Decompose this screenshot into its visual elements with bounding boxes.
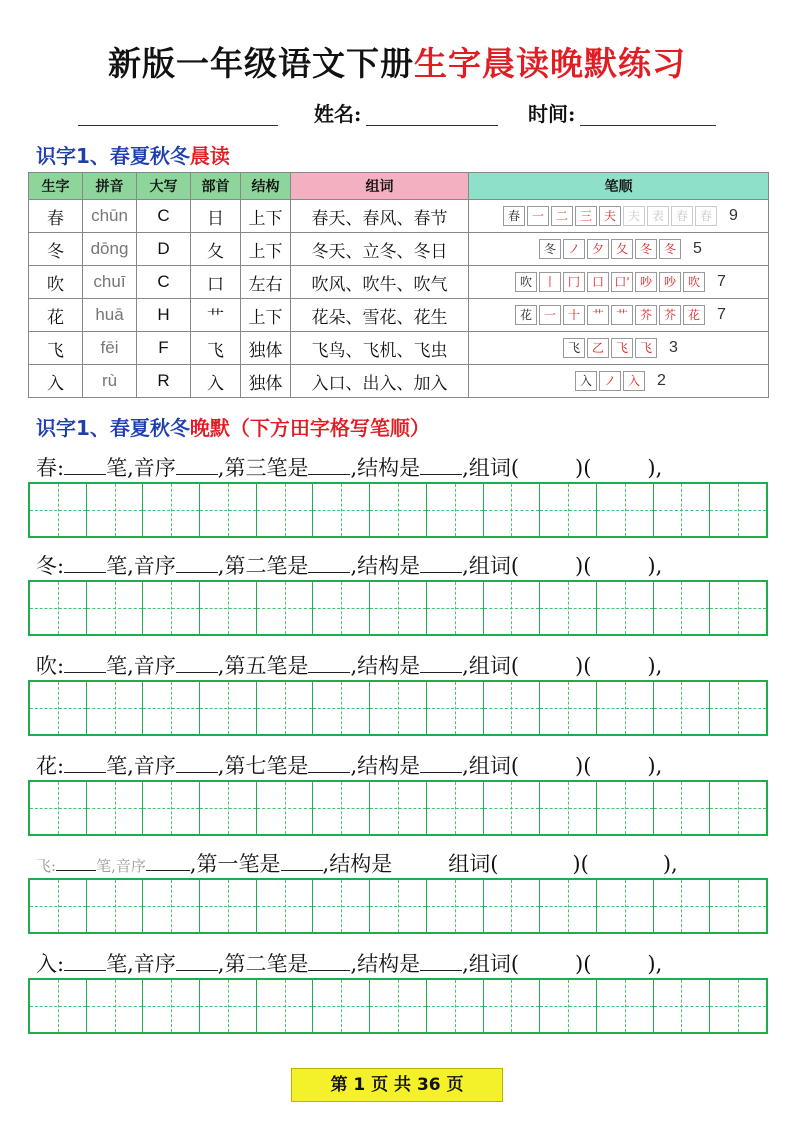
stroke-box: ノ xyxy=(563,239,585,259)
stroke-box: 冬 xyxy=(635,239,657,259)
grid-cell-blank[interactable] xyxy=(87,682,144,734)
stroke-box: 吵 xyxy=(659,272,681,292)
grid-cell-blank[interactable] xyxy=(87,484,144,536)
tianzige-grid xyxy=(28,580,768,636)
answer-blank[interactable] xyxy=(392,849,448,871)
question-text: ,组词( xyxy=(462,654,520,678)
answer-blank[interactable] xyxy=(519,751,575,773)
question-line xyxy=(36,650,776,680)
stroke-box: 夫 xyxy=(623,206,645,226)
answer-blank[interactable] xyxy=(176,551,218,573)
time-label: 时间: xyxy=(528,102,576,126)
answer-blank[interactable] xyxy=(64,949,106,971)
name-blank[interactable] xyxy=(366,125,498,126)
grid-cell-blank[interactable] xyxy=(710,484,766,536)
grid-cell-blank[interactable] xyxy=(710,682,766,734)
grid-cell-blank[interactable] xyxy=(200,682,257,734)
grid-cell-blank[interactable] xyxy=(30,484,87,536)
answer-blank[interactable] xyxy=(589,849,663,871)
answer-blank[interactable] xyxy=(56,849,96,871)
grid-cell-blank[interactable] xyxy=(370,782,427,834)
stroke-box: 二 xyxy=(551,206,573,226)
question-text: ), xyxy=(662,852,678,876)
answer-blank[interactable] xyxy=(308,551,350,573)
char-cell: 花 xyxy=(29,299,83,332)
stroke-box: 一 xyxy=(539,305,561,325)
grid-cell-blank[interactable] xyxy=(143,682,200,734)
stroke-count: 3 xyxy=(669,339,678,357)
stroke-box: 冬 xyxy=(659,239,681,259)
char-cell: 吹 xyxy=(29,266,83,299)
answer-blank[interactable] xyxy=(308,453,350,475)
answer-blank[interactable] xyxy=(308,651,350,673)
info-bar xyxy=(0,98,794,132)
grid-cell-blank[interactable] xyxy=(143,484,200,536)
question-text: ), xyxy=(647,654,663,678)
question-text: 笔,音序 xyxy=(106,554,176,578)
words-cell: 吹风、吹牛、吹气 xyxy=(291,266,469,299)
stroke-box: 春 xyxy=(695,206,717,226)
question-char: 春 xyxy=(36,456,57,480)
structure-cell: 上下 xyxy=(241,299,291,332)
grid-cell-blank[interactable] xyxy=(540,782,597,834)
stroke-box: 艹 xyxy=(611,305,633,325)
grid-cell-blank[interactable] xyxy=(597,682,654,734)
question-text: 笔,音序 xyxy=(106,952,176,976)
grid-cell-blank[interactable] xyxy=(484,980,541,1032)
grid-cell-blank[interactable] xyxy=(597,782,654,834)
question-text: ,组词( xyxy=(462,554,520,578)
stroke-box: 十 xyxy=(563,305,585,325)
grid-cell-blank[interactable] xyxy=(427,880,484,932)
question-text: ), xyxy=(647,952,663,976)
section2-red: 晚默（下方田字格写笔顺） xyxy=(189,416,430,440)
header-pinyin: 拼音 xyxy=(83,173,137,200)
answer-blank[interactable] xyxy=(176,751,218,773)
stroke-box: 吹 xyxy=(683,272,705,292)
structure-cell: 上下 xyxy=(241,200,291,233)
upper-cell: F xyxy=(137,332,191,365)
question-text: ,结构是 xyxy=(350,952,421,976)
question-char: 入 xyxy=(36,952,57,976)
answer-blank[interactable] xyxy=(591,651,647,673)
question-text: 笔,音序 xyxy=(106,456,176,480)
grid-cell-blank[interactable] xyxy=(257,682,314,734)
stroke-box: 夕 xyxy=(587,239,609,259)
tianzige-grid xyxy=(28,680,768,736)
grid-cell-blank[interactable] xyxy=(427,782,484,834)
answer-blank[interactable] xyxy=(420,453,462,475)
grid-cell-blank[interactable] xyxy=(313,582,370,634)
grid-cell-blank[interactable] xyxy=(427,582,484,634)
radical-cell: 口 xyxy=(191,266,241,299)
answer-blank[interactable] xyxy=(281,849,323,871)
grid-cell-blank[interactable] xyxy=(540,980,597,1032)
pinyin-cell: chūn xyxy=(83,200,137,233)
stroke-order-cell xyxy=(469,200,769,233)
grid-cell-blank[interactable] xyxy=(257,980,314,1032)
question-text: ,第一笔是 xyxy=(189,852,281,876)
section-morning-reading xyxy=(36,140,230,169)
question-text: ,组词( xyxy=(462,456,520,480)
header-upper: 大写 xyxy=(137,173,191,200)
title-red: 生字晨读晚默练习 xyxy=(414,44,686,83)
question-text: 笔,音序 xyxy=(106,654,176,678)
question-char: 冬 xyxy=(36,554,57,578)
grid-cell-blank[interactable] xyxy=(87,782,144,834)
table-row xyxy=(29,233,769,266)
question-line xyxy=(36,452,776,482)
grid-cell-blank[interactable] xyxy=(313,980,370,1032)
answer-blank[interactable] xyxy=(420,949,462,971)
radical-cell: 日 xyxy=(191,200,241,233)
question-text: ,第二笔是 xyxy=(217,554,309,578)
question-char: 吹 xyxy=(36,654,57,678)
upper-cell: R xyxy=(137,365,191,398)
question-text: ), xyxy=(647,456,663,480)
stroke-box: 冂 xyxy=(563,272,585,292)
structure-cell: 上下 xyxy=(241,233,291,266)
question-text: )( xyxy=(575,754,592,778)
answer-blank[interactable] xyxy=(420,551,462,573)
grid-cell-blank[interactable] xyxy=(30,782,87,834)
grid-cell-blank[interactable] xyxy=(30,682,87,734)
character-table xyxy=(28,172,769,398)
grid-cell-blank[interactable] xyxy=(597,980,654,1032)
stroke-count: 9 xyxy=(729,207,738,225)
stroke-count: 2 xyxy=(657,372,666,390)
grid-cell-blank[interactable] xyxy=(427,682,484,734)
stroke-box: 三 xyxy=(575,206,597,226)
table-row xyxy=(29,365,769,398)
stroke-count: 7 xyxy=(717,273,726,291)
answer-blank[interactable] xyxy=(308,949,350,971)
stroke-box: 入 xyxy=(623,371,645,391)
header-words: 组词 xyxy=(291,173,469,200)
grid-cell-blank[interactable] xyxy=(30,880,87,932)
grid-cell-blank[interactable] xyxy=(257,484,314,536)
pinyin-cell: chuī xyxy=(83,266,137,299)
question-text: ,结构是 xyxy=(350,554,421,578)
table-row xyxy=(29,266,769,299)
stroke-order-cell xyxy=(469,266,769,299)
grid-cell-blank[interactable] xyxy=(597,582,654,634)
upper-cell: D xyxy=(137,233,191,266)
answer-blank[interactable] xyxy=(176,651,218,673)
stroke-box: 春 xyxy=(503,206,525,226)
stroke-box: 丨 xyxy=(539,272,561,292)
grid-cell-blank[interactable] xyxy=(484,582,541,634)
grid-cell-blank[interactable] xyxy=(313,880,370,932)
grid-cell-blank[interactable] xyxy=(540,484,597,536)
stroke-count: 5 xyxy=(693,240,702,258)
question-text: ,组词( xyxy=(462,952,520,976)
grid-cell-blank[interactable] xyxy=(654,582,711,634)
grid-cell-blank[interactable] xyxy=(370,484,427,536)
section-evening-dictation xyxy=(36,412,430,441)
words-cell: 春天、春风、春节 xyxy=(291,200,469,233)
section1-black: 识字1、春夏秋冬 xyxy=(36,144,190,168)
stroke-box: 芥 xyxy=(659,305,681,325)
grid-cell-blank[interactable] xyxy=(540,582,597,634)
question-text: 组词( xyxy=(448,852,499,876)
question-text: : xyxy=(57,952,65,976)
grid-cell-blank[interactable] xyxy=(427,980,484,1032)
grid-cell-blank[interactable] xyxy=(654,980,711,1032)
question-text: : xyxy=(57,754,65,778)
answer-blank[interactable] xyxy=(519,949,575,971)
grid-cell-blank[interactable] xyxy=(654,782,711,834)
grid-cell-blank[interactable] xyxy=(710,980,766,1032)
question-text: ,第二笔是 xyxy=(217,952,309,976)
table-row xyxy=(29,200,769,233)
grid-cell-blank[interactable] xyxy=(313,782,370,834)
question-text: ,结构是 xyxy=(350,456,421,480)
question-text: ,组词( xyxy=(462,754,520,778)
structure-cell: 独体 xyxy=(241,332,291,365)
grid-cell-blank[interactable] xyxy=(654,880,711,932)
time-blank[interactable] xyxy=(580,125,716,126)
answer-blank[interactable] xyxy=(64,651,106,673)
answer-blank[interactable] xyxy=(420,751,462,773)
question-line xyxy=(36,750,776,780)
grid-cell-blank[interactable] xyxy=(87,880,144,932)
grid-cell-blank[interactable] xyxy=(200,880,257,932)
stroke-box: 飞 xyxy=(611,338,633,358)
question-text: 笔,音序 xyxy=(106,754,176,778)
grid-cell-blank[interactable] xyxy=(427,484,484,536)
grid-cell-blank[interactable] xyxy=(200,980,257,1032)
words-cell: 冬天、立冬、冬日 xyxy=(291,233,469,266)
tianzige-grid xyxy=(28,482,768,538)
grid-cell-blank[interactable] xyxy=(87,980,144,1032)
grid-cell-blank[interactable] xyxy=(143,582,200,634)
answer-blank[interactable] xyxy=(519,453,575,475)
answer-blank[interactable] xyxy=(591,453,647,475)
grid-cell-blank[interactable] xyxy=(87,582,144,634)
stroke-order-cell xyxy=(469,299,769,332)
pinyin-cell: rù xyxy=(83,365,137,398)
stroke-box: 口 xyxy=(587,272,609,292)
grid-cell-blank[interactable] xyxy=(257,782,314,834)
table-row xyxy=(29,299,769,332)
question-text: )( xyxy=(575,554,592,578)
char-cell: 春 xyxy=(29,200,83,233)
page-title xyxy=(0,38,794,85)
grid-cell-blank[interactable] xyxy=(200,782,257,834)
stroke-count: 7 xyxy=(717,306,726,324)
stroke-box: 吵 xyxy=(635,272,657,292)
pinyin-cell: dōng xyxy=(83,233,137,266)
grid-cell-blank[interactable] xyxy=(710,880,766,932)
stroke-box: 入 xyxy=(575,371,597,391)
grid-cell-blank[interactable] xyxy=(370,980,427,1032)
answer-blank[interactable] xyxy=(146,849,190,871)
stroke-order-cell xyxy=(469,332,769,365)
question-text: )( xyxy=(575,456,592,480)
grid-cell-blank[interactable] xyxy=(654,484,711,536)
grid-cell-blank[interactable] xyxy=(540,682,597,734)
radical-cell: 入 xyxy=(191,365,241,398)
stroke-box: 一 xyxy=(527,206,549,226)
char-cell: 飞 xyxy=(29,332,83,365)
grid-cell-blank[interactable] xyxy=(484,484,541,536)
title-black: 新版一年级语文下册 xyxy=(108,44,414,83)
grid-cell-blank[interactable] xyxy=(370,582,427,634)
grid-cell-blank[interactable] xyxy=(370,682,427,734)
question-text: )( xyxy=(575,654,592,678)
grid-cell-blank[interactable] xyxy=(257,880,314,932)
structure-cell: 独体 xyxy=(241,365,291,398)
answer-blank[interactable] xyxy=(176,949,218,971)
answer-blank[interactable] xyxy=(308,751,350,773)
grid-cell-blank[interactable] xyxy=(484,782,541,834)
stroke-box: 表 xyxy=(647,206,669,226)
stroke-box: 艹 xyxy=(587,305,609,325)
stroke-box: 飞 xyxy=(635,338,657,358)
stroke-box: 花 xyxy=(515,305,537,325)
stroke-box: 吹 xyxy=(515,272,537,292)
radical-cell: 艹 xyxy=(191,299,241,332)
grid-cell-blank[interactable] xyxy=(313,682,370,734)
grid-cell-blank[interactable] xyxy=(257,582,314,634)
grid-cell-blank[interactable] xyxy=(540,880,597,932)
name-label: 姓名: xyxy=(314,102,362,126)
question-text: ), xyxy=(647,554,663,578)
grid-cell-blank[interactable] xyxy=(710,582,766,634)
question-text: : xyxy=(57,456,65,480)
upper-cell: H xyxy=(137,299,191,332)
question-text: )( xyxy=(575,952,592,976)
question-line xyxy=(36,550,776,580)
question-char: 飞: xyxy=(36,857,57,875)
answer-blank[interactable] xyxy=(591,751,647,773)
question-text: ,结构是 xyxy=(350,754,421,778)
question-text: ,第七笔是 xyxy=(217,754,309,778)
stroke-box: 乙 xyxy=(587,338,609,358)
question-text: ,第三笔是 xyxy=(217,456,309,480)
header-radical: 部首 xyxy=(191,173,241,200)
answer-blank[interactable] xyxy=(64,453,106,475)
answer-blank[interactable] xyxy=(519,551,575,573)
tianzige-grid xyxy=(28,878,768,934)
stroke-box: 口' xyxy=(611,272,633,292)
table-header-row xyxy=(29,173,769,200)
words-cell: 入口、出入、加入 xyxy=(291,365,469,398)
section2-black: 识字1、春夏秋冬 xyxy=(36,416,190,440)
stroke-box: ノ xyxy=(599,371,621,391)
question-text: ,结构是 xyxy=(350,654,421,678)
stroke-box: 夫 xyxy=(599,206,621,226)
char-cell: 入 xyxy=(29,365,83,398)
question-text: ,第五笔是 xyxy=(217,654,309,678)
header-structure: 结构 xyxy=(241,173,291,200)
question-text: : xyxy=(57,554,65,578)
tianzige-grid xyxy=(28,978,768,1034)
answer-blank[interactable] xyxy=(176,453,218,475)
page-footer: 第 1 页 共 36 页 xyxy=(291,1068,503,1102)
question-text: ,结构是 xyxy=(322,852,393,876)
grid-cell-blank[interactable] xyxy=(313,484,370,536)
question-char: 花 xyxy=(36,754,57,778)
stroke-box: 夂 xyxy=(611,239,633,259)
class-blank[interactable] xyxy=(78,125,278,126)
grid-cell-blank[interactable] xyxy=(597,880,654,932)
pinyin-cell: huā xyxy=(83,299,137,332)
stroke-order-cell xyxy=(469,365,769,398)
radical-cell: 飞 xyxy=(191,332,241,365)
tianzige-grid xyxy=(28,780,768,836)
structure-cell: 左右 xyxy=(241,266,291,299)
header-strokes: 笔顺 xyxy=(469,173,769,200)
grid-cell-blank[interactable] xyxy=(200,484,257,536)
question-text: ), xyxy=(647,754,663,778)
grid-cell-blank[interactable] xyxy=(484,682,541,734)
question-text: )( xyxy=(572,852,589,876)
question-text: : xyxy=(57,654,65,678)
answer-blank[interactable] xyxy=(498,849,572,871)
answer-blank[interactable] xyxy=(591,949,647,971)
grid-cell-blank[interactable] xyxy=(143,880,200,932)
pinyin-cell: fēi xyxy=(83,332,137,365)
stroke-box: 飞 xyxy=(563,338,585,358)
section1-red: 晨读 xyxy=(189,144,230,168)
answer-blank[interactable] xyxy=(519,651,575,673)
upper-cell: C xyxy=(137,200,191,233)
table-row xyxy=(29,332,769,365)
answer-blank[interactable] xyxy=(591,551,647,573)
grid-cell-blank[interactable] xyxy=(30,980,87,1032)
grid-cell-blank[interactable] xyxy=(30,582,87,634)
grid-cell-blank[interactable] xyxy=(370,880,427,932)
words-cell: 花朵、雪花、花生 xyxy=(291,299,469,332)
stroke-box: 花 xyxy=(683,305,705,325)
grid-cell-blank[interactable] xyxy=(597,484,654,536)
words-cell: 飞鸟、飞机、飞虫 xyxy=(291,332,469,365)
radical-cell: 夂 xyxy=(191,233,241,266)
grid-cell-blank[interactable] xyxy=(710,782,766,834)
grid-cell-blank[interactable] xyxy=(484,880,541,932)
grid-cell-blank[interactable] xyxy=(654,682,711,734)
question-line xyxy=(36,948,776,978)
question-text: 笔,音序 xyxy=(96,857,146,875)
stroke-box: 芥 xyxy=(635,305,657,325)
grid-cell-blank[interactable] xyxy=(143,980,200,1032)
stroke-box: 冬 xyxy=(539,239,561,259)
answer-blank[interactable] xyxy=(64,751,106,773)
question-line xyxy=(36,848,776,878)
char-cell: 冬 xyxy=(29,233,83,266)
stroke-order-cell xyxy=(469,233,769,266)
upper-cell: C xyxy=(137,266,191,299)
answer-blank[interactable] xyxy=(64,551,106,573)
stroke-box: 春 xyxy=(671,206,693,226)
grid-cell-blank[interactable] xyxy=(200,582,257,634)
answer-blank[interactable] xyxy=(420,651,462,673)
grid-cell-blank[interactable] xyxy=(143,782,200,834)
header-char: 生字 xyxy=(29,173,83,200)
